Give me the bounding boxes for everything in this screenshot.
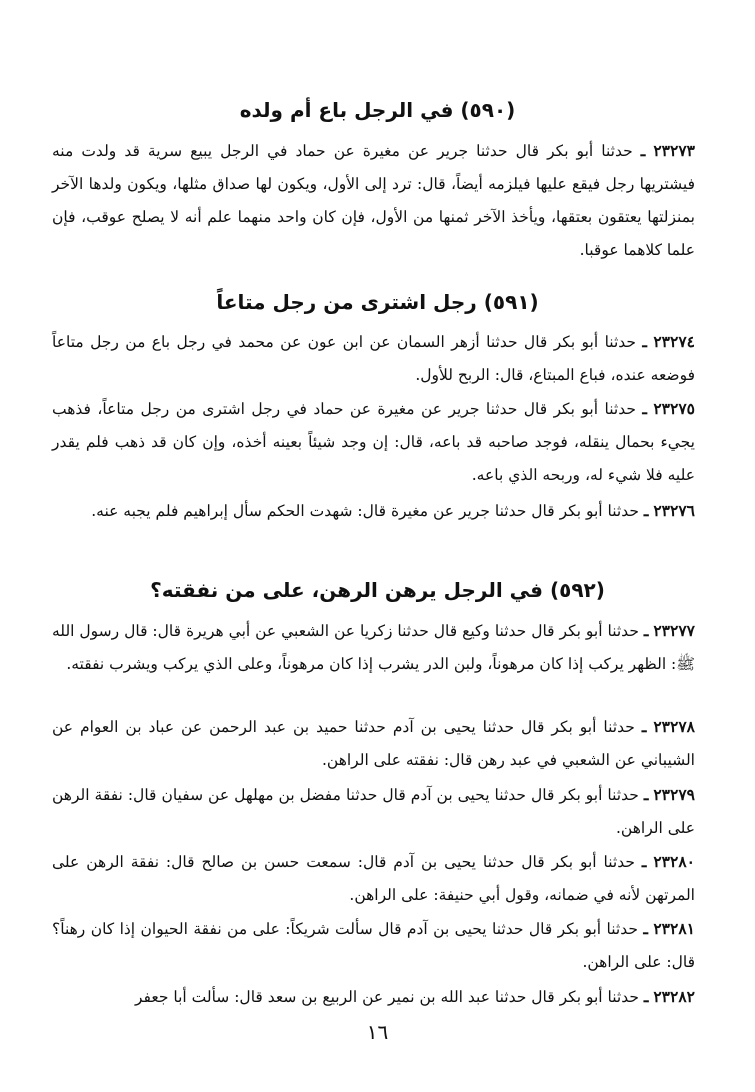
entry-dash: ـ xyxy=(642,399,647,418)
entry-23274 xyxy=(52,325,695,392)
section-heading-591: (٥٩١) رجل اشترى من رجل متاعاً xyxy=(216,290,539,314)
entry-text: حدثنا أبو بكر قال حدثنا أزهر السمان عن ابن عون عن محمد في رجل باع من رجل متاعاً فوضعه عنده، فباع المبتاع، قال: الربح للأول. xyxy=(52,333,695,384)
entry-text: حدثنا أبو بكر قال حدثنا جرير عن مغيرة قال: شهدت الحكم سأل إبراهيم فلم يجبه عنه. xyxy=(91,502,639,520)
entry-23278 xyxy=(52,710,695,777)
entry-23282 xyxy=(52,980,695,1014)
entry-23275 xyxy=(52,392,695,492)
entry-dash: ـ xyxy=(643,501,649,520)
entry-23277 xyxy=(52,614,695,681)
entry-number: ٢٣٢٧٦ xyxy=(653,501,695,520)
entry-text: حدثنا أبو بكر قال حدثنا عبد الله بن نمير عن الربيع بن سعد قال: سألت أبا جعفر xyxy=(134,988,639,1006)
entry-text: حدثنا أبو بكر قال حدثنا يحيى بن آدم قال: سمعت حسن بن صالح قال: نفقة الرهن على المرتهن لأنه في ضمانه، وقول أبي حنيفة: على الراهن. xyxy=(52,853,695,904)
entry-dash: ـ xyxy=(640,141,646,160)
entry-text: حدثنا أبو بكر قال حدثنا جرير عن مغيرة عن حماد في الرجل يبيع سرية قد ولدت منه فيشتريها رجل فيقع عليها فيلزمه أيضاً، قال: ترد إلى الأول، ويكون لها صداق مثلها، ويكون ولدها الآخر بمنزلتها يعتقون بعتقها، ويأخذ الآخر ثمنها من الأول، فإن كان واحد منهما علم أنه لا يصلح عوقب، فإن علما كلاهما عوقبا. xyxy=(52,142,695,259)
entry-text: حدثنا أبو بكر قال حدثنا يحيى بن آدم قال سألت شريكاً: على من نفقة الحيوان إذا كان رهناً؟ قال: على الراهن. xyxy=(52,920,695,971)
entry-text: حدثنا أبو بكر قال حدثنا وكيع قال حدثنا زكريا عن الشعبي عن أبي هريرة قال: قال رسول الله ﷺ: الظهر يركب إذا كان مرهوناً، ولبن الدر يشرب إذا كان مرهوناً، وعلى الذي يركب ويشرب نفقته. xyxy=(52,622,695,673)
entry-23281 xyxy=(52,912,695,979)
entry-dash: ـ xyxy=(641,852,647,871)
entry-text: حدثنا أبو بكر قال حدثنا يحيى بن آدم حدثنا حميد بن عبد الرحمن عن عباد بن العوام عن الشيباني عن الشعبي في عبد رهن قال: نفقته على الراهن. xyxy=(52,718,695,769)
entry-dash: ـ xyxy=(643,785,649,804)
entry-23279 xyxy=(52,778,695,845)
entry-number: ٢٣٢٧٣ xyxy=(653,141,695,160)
entry-dash: ـ xyxy=(643,621,649,640)
entry-text: حدثنا أبو بكر قال حدثنا يحيى بن آدم قال حدثنا مفضل بن مهلهل عن سفيان قال: نفقة الرهن على الراهن. xyxy=(52,786,695,837)
entry-23273 xyxy=(52,134,695,267)
entry-number: ٢٣٢٧٧ xyxy=(653,621,695,640)
entry-dash: ـ xyxy=(643,987,649,1006)
entry-dash: ـ xyxy=(641,717,647,736)
entry-number: ٢٣٢٨١ xyxy=(653,919,695,938)
entry-number: ٢٣٢٨٢ xyxy=(653,987,695,1006)
entry-dash: ـ xyxy=(643,919,648,938)
entry-number: ٢٣٢٨٠ xyxy=(653,852,695,871)
entry-23280 xyxy=(52,845,695,912)
entry-number: ٢٣٢٧٤ xyxy=(653,332,695,351)
entry-number: ٢٣٢٧٥ xyxy=(653,399,695,418)
page-number: ١٦ xyxy=(366,1020,389,1044)
entry-dash: ـ xyxy=(642,332,647,351)
section-heading-590: (٥٩٠) في الرجل باع أم ولده xyxy=(239,98,516,122)
entry-number: ٢٣٢٧٩ xyxy=(653,785,695,804)
entry-number: ٢٣٢٧٨ xyxy=(653,717,695,736)
entry-23276 xyxy=(52,494,695,528)
entry-text: حدثنا أبو بكر قال حدثنا جرير عن مغيرة عن حماد في رجل اشترى من رجل متاعاً، فذهب يجيء بحمال ينقله، فوجد صاحبه قد باعه، قال: إن وجد شيئاً بعينه أخذه، وإن كان قد ذهب فلم يقدر عليه فلا شيء له، وربحه الذي باعه. xyxy=(52,400,695,484)
section-heading-592: (٥٩٢) في الرجل يرهن الرهن، على من نفقته؟ xyxy=(150,578,605,602)
